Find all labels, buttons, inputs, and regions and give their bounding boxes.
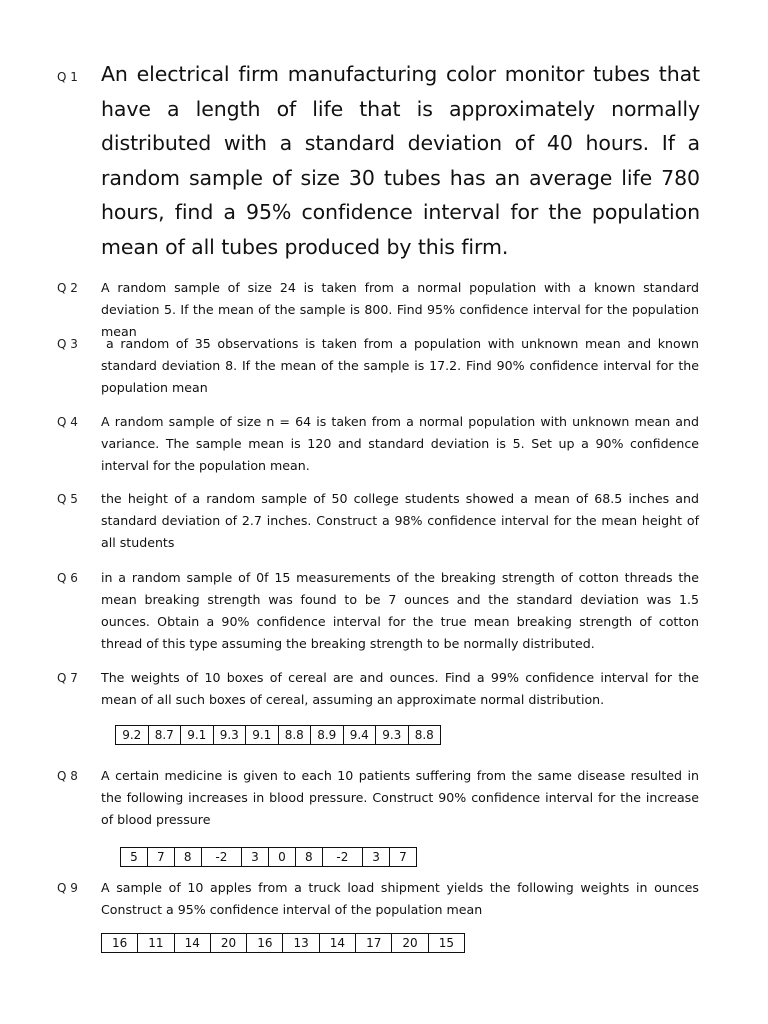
data-cell: 0 [268,848,295,867]
data-cell: 7 [389,848,416,867]
question-text-q3: a random of 35 observations is taken from a population with unknown mean and known standard deviation 8. If the mean of the sample is 17.2. Find 90% confidence interval for the population mean [101,336,699,395]
question-label-q9: Q 9 [57,881,78,895]
data-cell: 5 [121,848,148,867]
question-text-q9: A sample of 10 apples from a truck load shipment yields the following weights in ounces Construct a 95% confidence interval of the population mean [101,880,699,917]
data-cell: 8 [174,848,201,867]
question-label-q4: Q 4 [57,415,78,429]
question-label-q1: Q 1 [57,70,78,84]
question-text-q8: A certain medicine is given to each 10 patients suffering from the same disease resulted in the following increases in blood pressure. Construct 90% confidence interval for the increase of blood pressure [101,768,699,827]
question-label-q6: Q 6 [57,571,78,585]
data-cell: 7 [147,848,174,867]
question-text-q7: The weights of 10 boxes of cereal are and ounces. Find a 99% confidence interval for the mean of all such boxes of cereal, assuming an approximate normal distribution. [101,670,699,707]
question-label-q5: Q 5 [57,492,78,506]
data-table-q9 [101,933,465,953]
data-cell: 14 [174,934,210,953]
data-table-q8 [120,847,417,867]
data-cell: 16 [247,934,283,953]
data-cell: 9.1 [246,726,279,745]
data-cell: -2 [201,848,241,867]
data-cell: 15 [428,934,464,953]
question-text-q1: An electrical firm manufacturing color monitor tubes that have a length of life that is approximately normally distributed with a standard deviation of 40 hours. If a random sample of size 30 tubes has an average life 780 hours, find a 95% confidence interval for the population mean of all tubes produced by this firm. [101,62,700,259]
data-cell: 9.3 [376,726,409,745]
data-cell: 3 [242,848,269,867]
data-cell: 13 [283,934,319,953]
data-cell: 9.1 [181,726,214,745]
data-cell: 8.7 [148,726,181,745]
question-label-q8: Q 8 [57,769,78,783]
data-cell: 9.3 [213,726,246,745]
data-cell: 8 [295,848,322,867]
data-cell: 17 [356,934,392,953]
data-cell: 9.2 [116,726,149,745]
data-cell: 3 [363,848,390,867]
data-cell: -2 [322,848,362,867]
data-cell: 8.9 [311,726,344,745]
question-text-q4: A random sample of size n = 64 is taken from a normal population with unknown mean and variance. The sample mean is 120 and standard deviation is 5. Set up a 90% confidence interval for the population mean. [101,414,699,473]
question-text-q6: in a random sample of 0f 15 measurements of the breaking strength of cotton threads the mean breaking strength was found to be 7 ounces and the standard deviation was 1.5 ounces. Obtain a 90% confidence interval for the true mean breaking strength of cotton thread of this type assuming the breaking strength to be normally distributed. [101,570,699,651]
question-text-q2: A random sample of size 24 is taken from a normal population with a known standard deviation 5. If the mean of the sample is 800. Find 95% confidence interval for the population mean [101,280,699,339]
question-label-q2: Q 2 [57,281,78,295]
question-text-q5: the height of a random sample of 50 college students showed a mean of 68.5 inches and standard deviation of 2.7 inches. Construct a 98% confidence interval for the mean height of all students [101,491,699,550]
data-cell: 8.8 [278,726,311,745]
data-cell: 20 [392,934,428,953]
data-table-q7 [115,725,441,745]
question-label-q3: Q 3 [57,337,78,351]
data-cell: 9.4 [343,726,376,745]
data-cell: 11 [138,934,174,953]
data-cell: 8.8 [408,726,441,745]
data-cell: 16 [102,934,138,953]
data-cell: 14 [319,934,355,953]
data-cell: 20 [210,934,246,953]
question-label-q7: Q 7 [57,671,78,685]
